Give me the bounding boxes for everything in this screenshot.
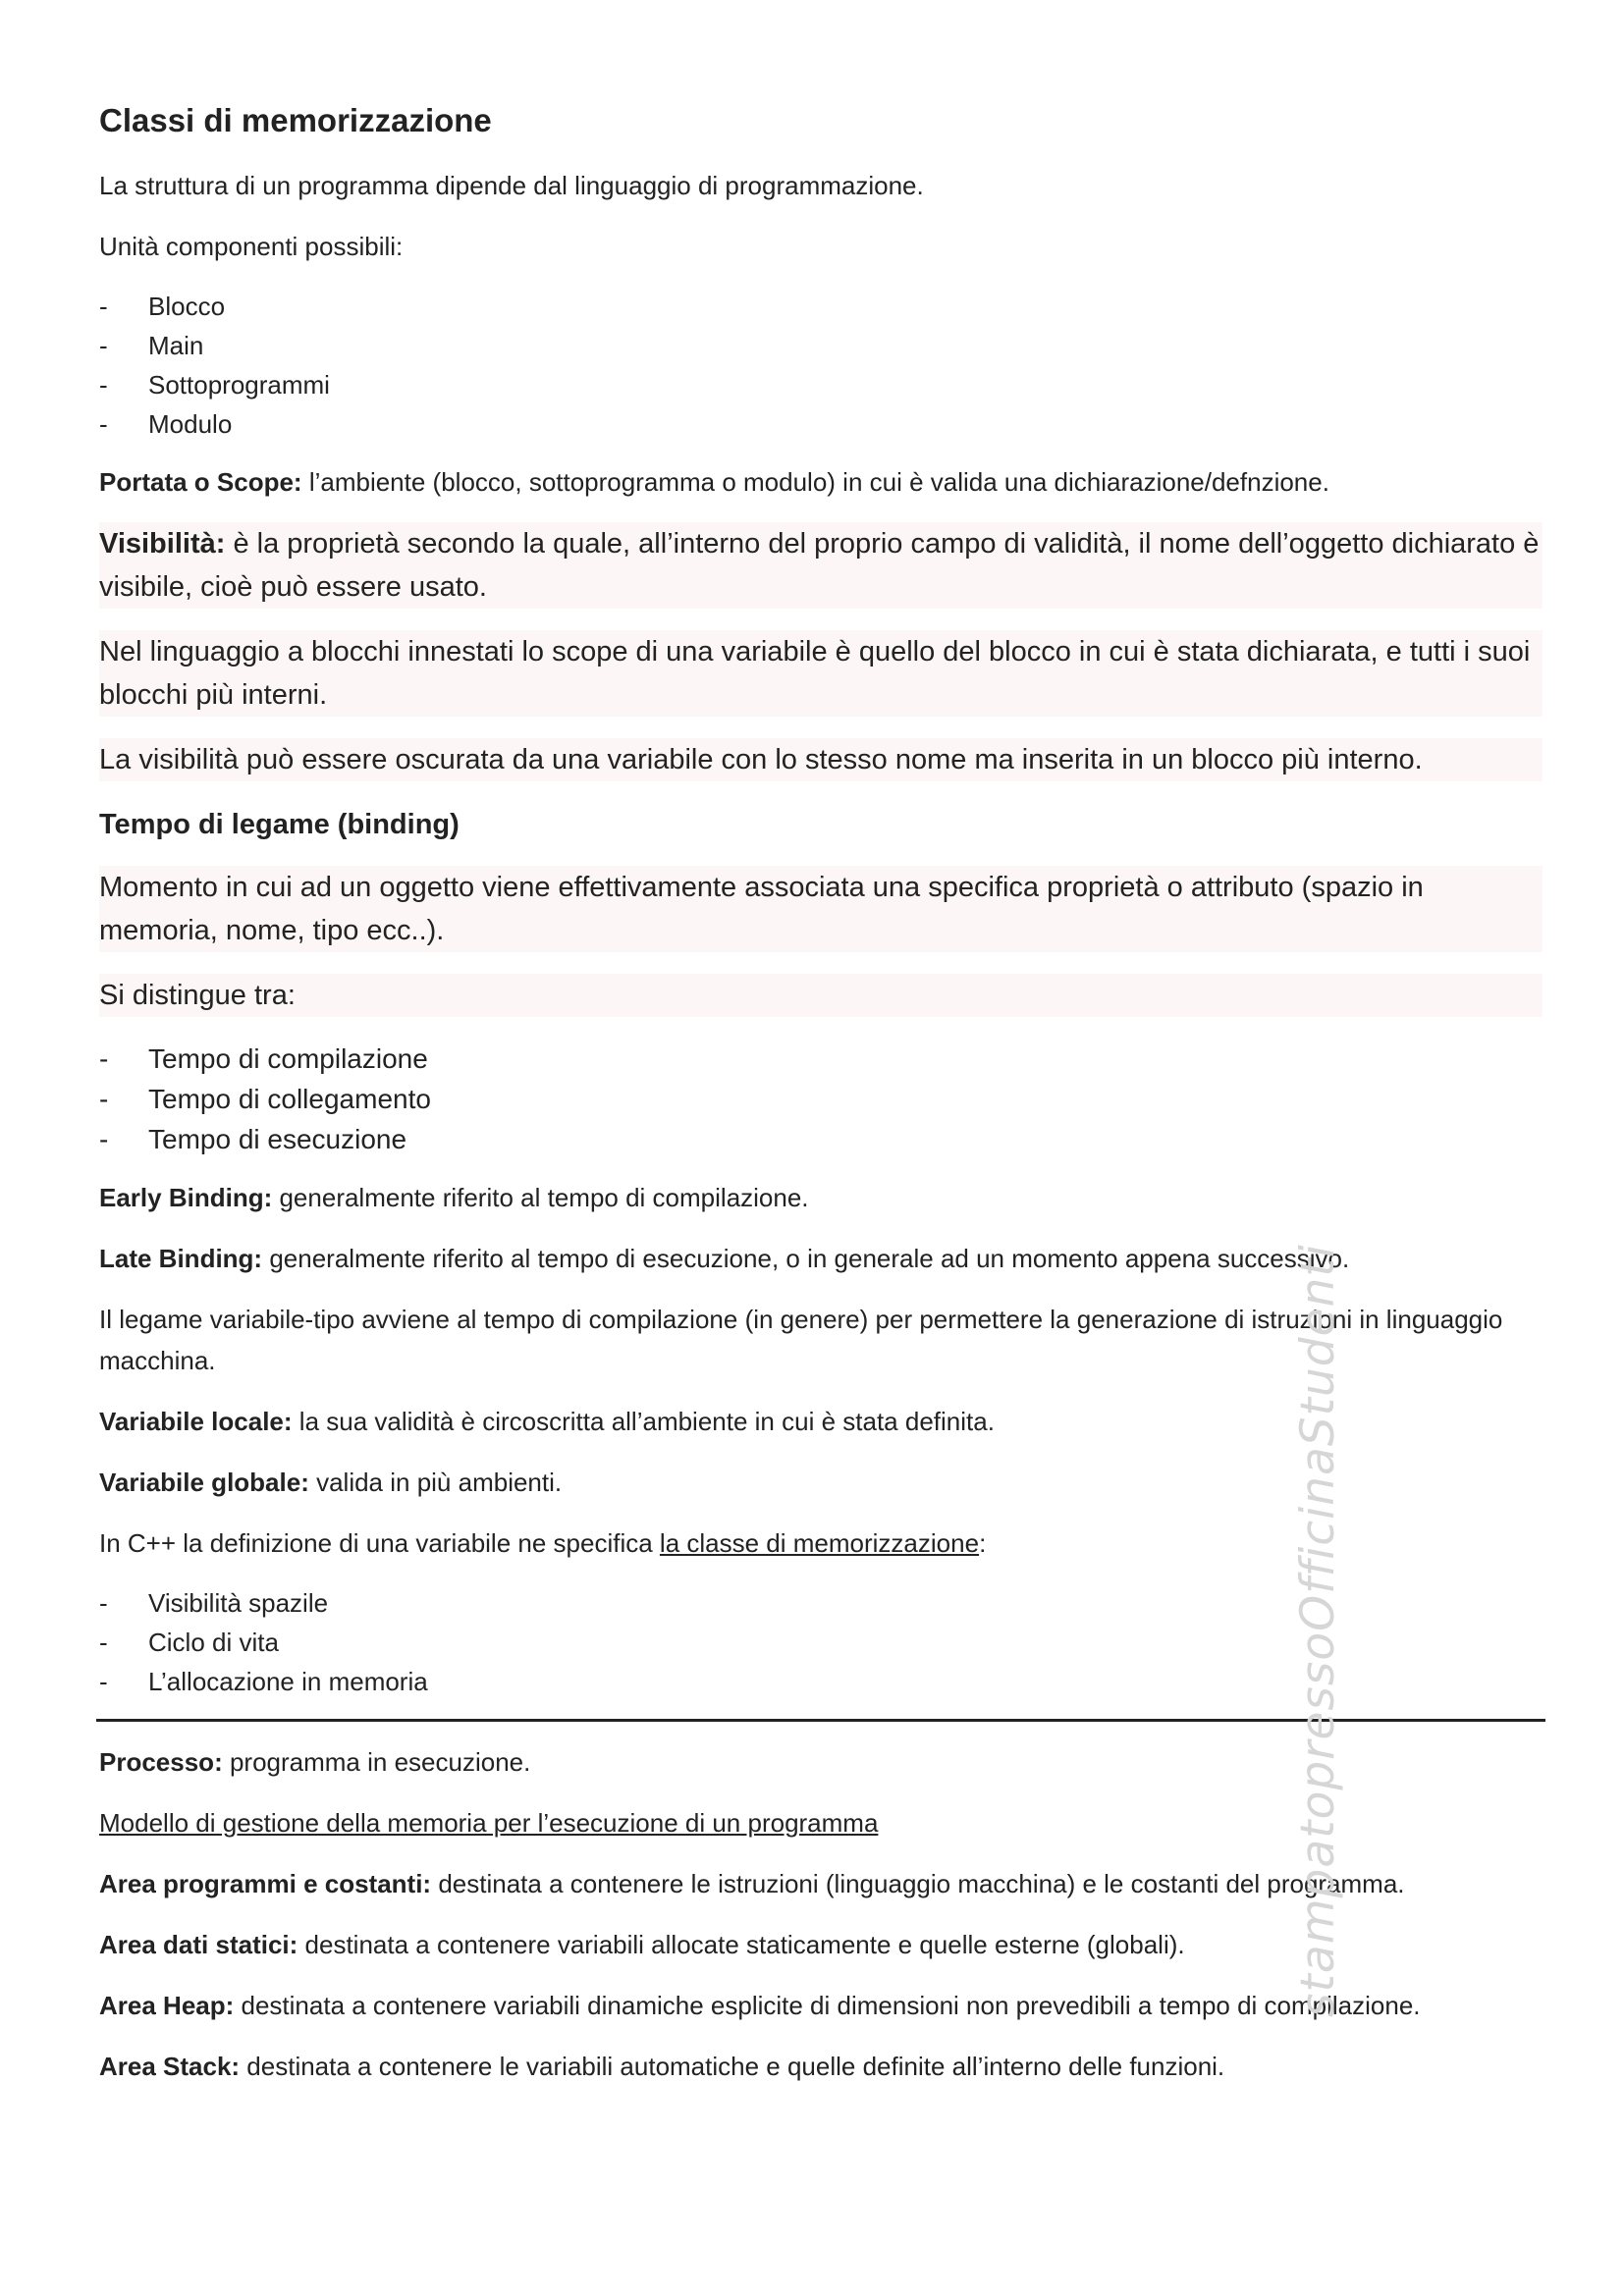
area-stack-term: Area Stack: [99,2052,241,2081]
memory-model-underlined: Modello di gestione della memoria per l’esecuzione di un programma [99,1808,879,1838]
visibility-text: è la proprietà secondo la quale, all’interno del proprio campo di validità, il nome dell’oggetto dichiarato è visibile, cioè può essere usato. [99,528,1540,603]
intro-paragraph: La struttura di un programma dipende dal linguaggio di programmazione. [99,171,924,200]
area-program-text: destinata a contenere le istruzioni (linguaggio macchina) e le costanti del programma. [431,1869,1405,1898]
nested-blocks-paragraph: Nel linguaggio a blocchi innestati lo scope di una variabile è quello del blocco in cui è stata dichiarata, e tutti i suoi blocchi più interni. [99,630,1543,717]
scope-paragraph [99,461,1543,503]
area-program-term: Area programmi e costanti: [99,1869,432,1898]
process-text: programma in esecuzione. [222,1747,531,1777]
global-var-text: valida in più ambienti. [308,1468,563,1497]
list-item: - Main [99,326,1543,365]
binding-times-list [99,1039,1543,1159]
late-binding-term: Late Binding: [99,1244,263,1273]
units-list [99,287,1543,444]
watermark: stampatopressoOfficinaStudenti [1291,1244,1345,2017]
scope-text: l’ambiente (blocco, sottoprogramma o modulo) in cui è valida una dichiarazione/defnzione. [301,467,1329,497]
storage-class-underlined: la classe di memorizzazione [659,1528,980,1558]
local-var-term: Variabile locale: [99,1407,293,1436]
early-binding-paragraph [99,1177,1543,1218]
process-term: Processo: [99,1747,223,1777]
binding-definition: Momento in cui ad un oggetto viene effettivamente associata una specifica proprietà o attributo (spazio in memoria, nome, tipo ecc..). [99,866,1543,952]
list-item: - Tempo di compilazione [99,1039,1543,1079]
local-var-text: la sua validità è circoscritta all’ambiente in cui è stata definita. [292,1407,995,1436]
binding-heading: Tempo di legame (binding) [99,809,460,840]
var-type-binding-paragraph: Il legame variabile-tipo avviene al tempo di compilazione (in genere) per permettere la generazione di istruzioni in linguaggio macchina. [99,1305,1503,1375]
area-stack-paragraph [99,2046,1543,2087]
page-title: Classi di memorizzazione [99,102,492,138]
scope-term: Portata o Scope: [99,467,302,497]
early-binding-text: generalmente riferito al tempo di compilazione. [272,1183,809,1212]
early-binding-term: Early Binding: [99,1183,273,1212]
list-item: - Blocco [99,287,1543,326]
distinguish-label: Si distingue tra: [99,974,1543,1017]
area-static-text: destinata a contenere variabili allocate staticamente e quelle esterne (globali). [298,1930,1185,1959]
area-heap-term: Area Heap: [99,1991,235,2020]
area-heap-text: destinata a contenere variabili dinamiche esplicite di dimensioni non prevedibili a tempo di compilazione. [234,1991,1421,2020]
visibility-term: Visibilità: [99,528,226,560]
list-item: - Tempo di esecuzione [99,1119,1543,1159]
area-static-term: Area dati statici: [99,1930,298,1959]
cpp-def-after: : [979,1528,987,1558]
shadowing-paragraph: La visibilità può essere oscurata da una variabile con lo stesso nome ma inserita in un blocco più interno. [99,738,1543,781]
late-binding-text: generalmente riferito al tempo di esecuzione, o in generale ad un momento appena successivo. [262,1244,1350,1273]
units-label: Unità componenti possibili: [99,232,404,261]
global-var-term: Variabile globale: [99,1468,309,1497]
list-item: - Sottoprogrammi [99,365,1543,404]
list-item: - Visibilità spazile [99,1583,1543,1623]
visibility-paragraph [99,522,1543,609]
list-item: - Ciclo di vita [99,1623,1543,1662]
list-item: - L’allocazione in memoria [99,1662,1543,1701]
list-item: - Modulo [99,404,1543,444]
list-item: - Tempo di collegamento [99,1079,1543,1119]
cpp-def-before: In C++ la definizione di una variabile ne specifica [99,1528,660,1558]
area-stack-text: destinata a contenere le variabili automatiche e quelle definite all’interno delle funzioni. [240,2052,1225,2081]
